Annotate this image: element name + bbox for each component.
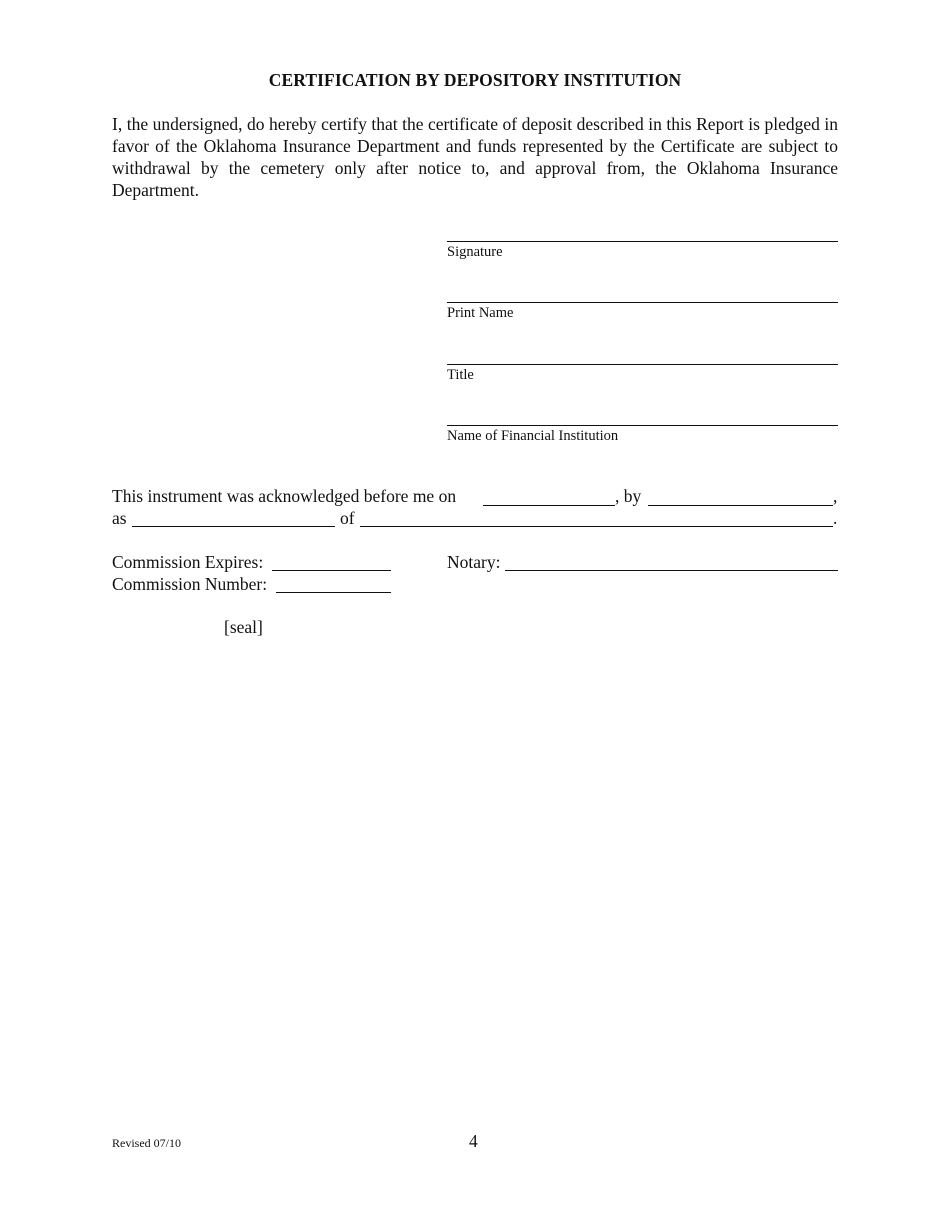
notary-line[interactable] xyxy=(505,570,838,571)
acknowledgment-text: This instrument was acknowledged before me on xyxy=(112,486,457,506)
acknowledgment-comma: , xyxy=(833,486,838,506)
notary-label: Notary: xyxy=(447,552,501,572)
acknowledgment-of: of xyxy=(340,508,355,528)
acknowledgment-as: as xyxy=(112,508,127,528)
seal-placeholder: [seal] xyxy=(224,617,263,637)
form-title: CERTIFICATION BY DEPOSITORY INSTITUTION xyxy=(268,70,682,90)
acknowledgment-by: , by xyxy=(615,486,642,506)
acknowledgment-period: . xyxy=(833,508,838,528)
acknowledgment-of-line[interactable] xyxy=(360,526,833,527)
title-line[interactable] xyxy=(447,364,838,365)
acknowledgment-as-line[interactable] xyxy=(132,526,335,527)
certification-statement: I, the undersigned, do hereby certify that the certificate of deposit described in this Report is pledged in favor of the Oklahoma Insurance Department and funds represented by the Certificate are subject to withdrawal by the cemetery only after notice to, and approval from, the Oklahoma Insurance Department. xyxy=(112,114,838,200)
revision-date: Revised 07/10 xyxy=(112,1136,181,1150)
commission-number-line[interactable] xyxy=(276,592,391,593)
commission-expires-line[interactable] xyxy=(272,570,391,571)
print-name-line[interactable] xyxy=(447,302,838,303)
acknowledgment-by-line[interactable] xyxy=(648,505,833,506)
institution-label: Name of Financial Institution xyxy=(447,428,619,444)
print-name-label: Print Name xyxy=(447,305,514,321)
institution-line[interactable] xyxy=(447,425,838,426)
commission-number-label: Commission Number: xyxy=(112,574,268,594)
signature-line[interactable] xyxy=(447,241,838,242)
page-number: 4 xyxy=(469,1131,478,1151)
acknowledgment-date-line[interactable] xyxy=(483,505,615,506)
title-label: Title xyxy=(447,367,474,383)
signature-label: Signature xyxy=(447,244,503,260)
commission-expires-label: Commission Expires: xyxy=(112,552,264,572)
